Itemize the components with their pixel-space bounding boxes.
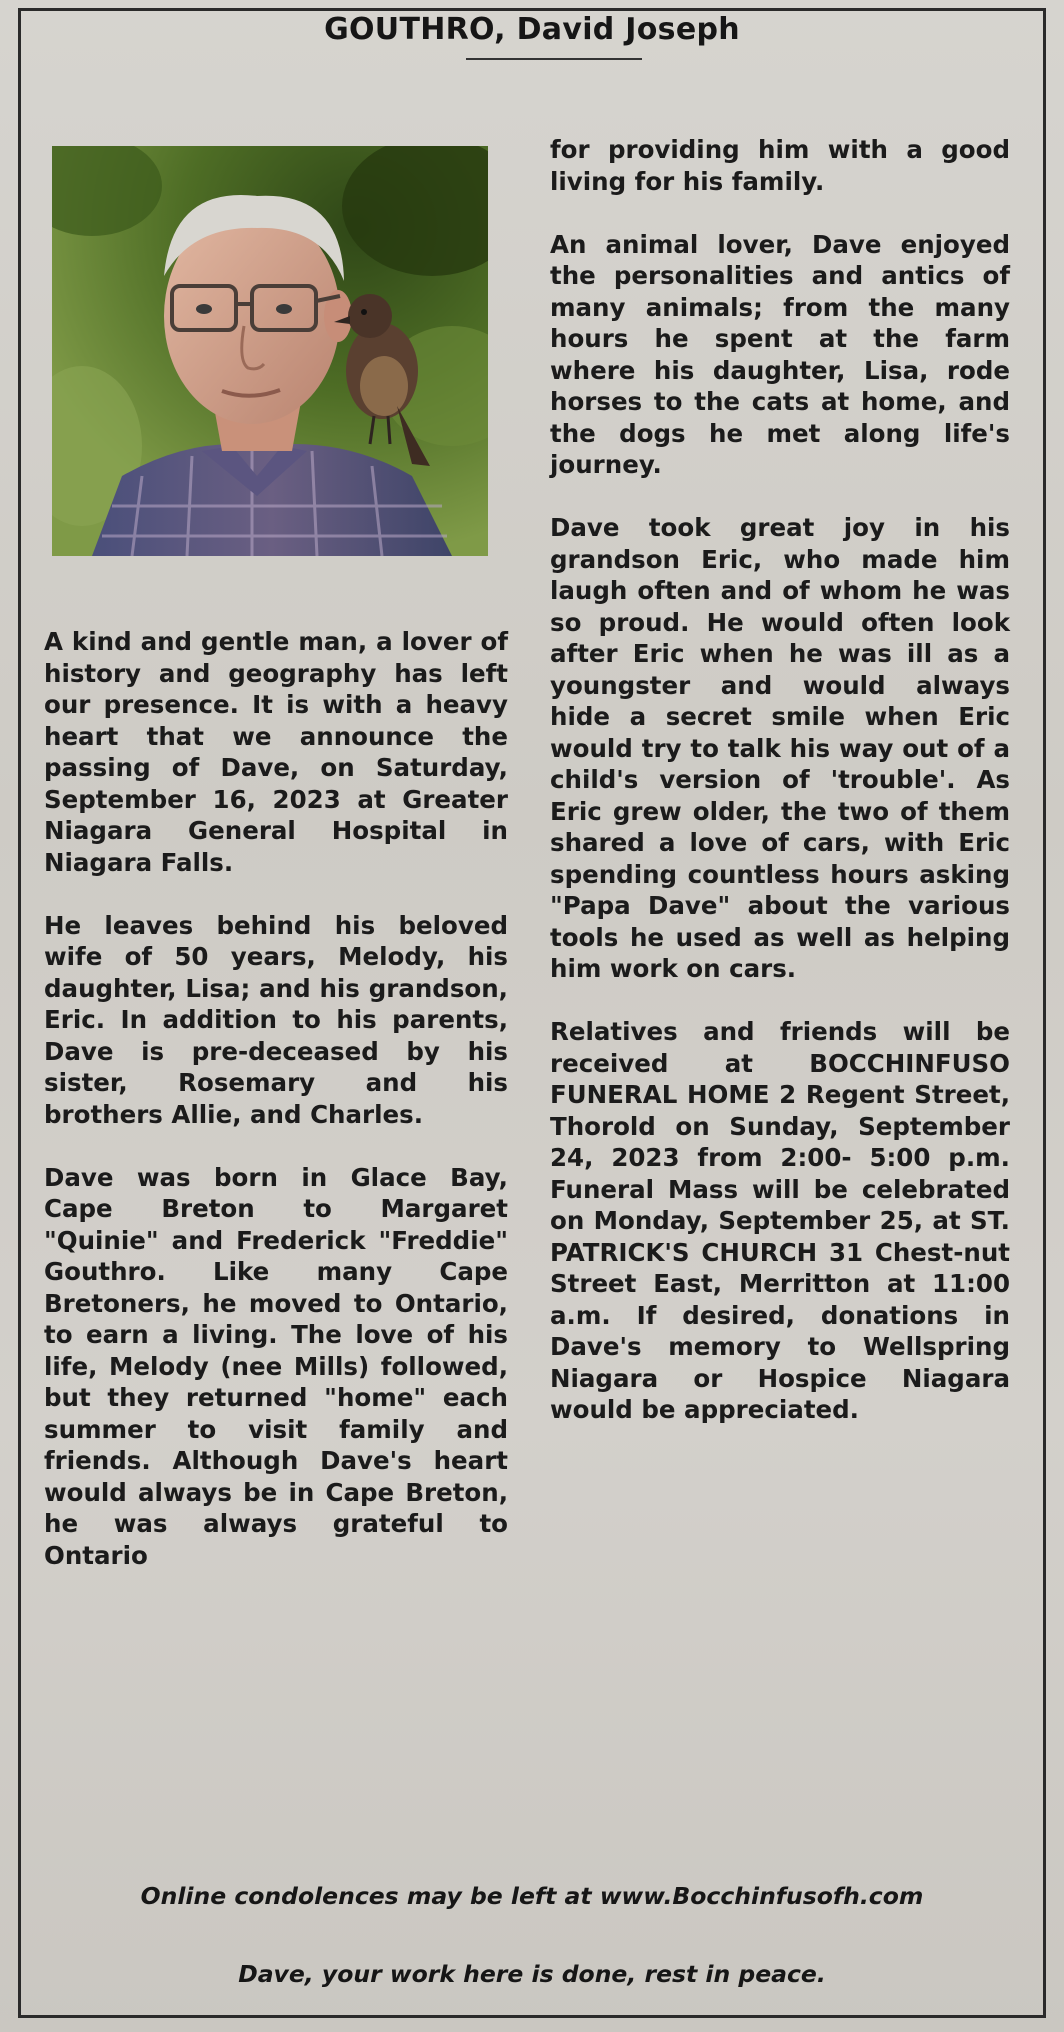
condolences-line: Online condolences may be left at www.Bocchinfusofh.com <box>140 1882 924 1910</box>
right-column-text <box>550 134 1010 1457</box>
portrait-illustration <box>52 146 488 556</box>
title-underline <box>466 58 642 60</box>
left-column-text <box>44 626 508 1603</box>
obituary-title: GOUTHRO, David Joseph <box>324 12 740 47</box>
paragraph-early-life: Dave was born in Glace Bay, Cape Breton to Margaret "Quinie" and Frederick "Freddie" Gouthro. Like many Cape Bretoners, he moved to Ontario, to earn a living. The love of his life, Melody (nee Mills) followed, but they returned "home" each summer to visit family and friends. Although Dave's heart would always be in Cape Breton, he was always grateful to Ontario <box>44 1162 508 1570</box>
paragraph-grandson: Dave took great joy in his grandson Eric, who made him laugh often and of whom he was so proud. He would often look after Eric when he was ill as a youngster and would always hide a secret smile when Eric would try to talk his way out of a child's version of 'trouble'. As Eric grew older, the two of them shared a love of cars, with Eric spending countless hours asking "Papa Dave" about the various tools he used as well as helping him work on cars. <box>550 513 1010 983</box>
paragraph-arrangements: Relatives and friends will be received at BOCCHINFUSO FUNERAL HOME 2 Regent Street, Thorold on Sunday, September 24, 2023 from 2:00- 5:00 p.m. Funeral Mass will be celebrated on Monday, September 25, at ST. PATRICK'S CHURCH 31 Chest-nut Street East, Merritton at 11:00 a.m. If desired, donations in Dave's memory to Wellspring Niagara or Hospice Niagara would be appreciated. <box>550 1017 1010 1424</box>
paragraph-continuation: for providing him with a good living for his family. <box>550 135 1010 196</box>
closing-line: Dave, your work here is done, rest in peace. <box>238 1960 826 1988</box>
paragraph-animals: An animal lover, Dave enjoyed the personalities and antics of many animals; from the many hours he spent at the farm where his daughter, Lisa, rode horses to the cats at home, and the dogs he met along life's journey. <box>550 229 1010 479</box>
paragraph-survivors: He leaves behind his beloved wife of 50 years, Melody, his daughter, Lisa; and his grandson, Eric. In addition to his parents, Dave is pre-deceased by his sister, Rosemary and his brothers Allie, and Charles. <box>44 910 508 1129</box>
paragraph-intro: A kind and gentle man, a lover of history and geography has left our presence. It is with a heavy heart that we announce the passing of Dave, on Saturday, September 16, 2023 at Greater Niagara General Hospital in Niagara Falls. <box>44 627 508 877</box>
portrait-photo <box>52 146 488 556</box>
